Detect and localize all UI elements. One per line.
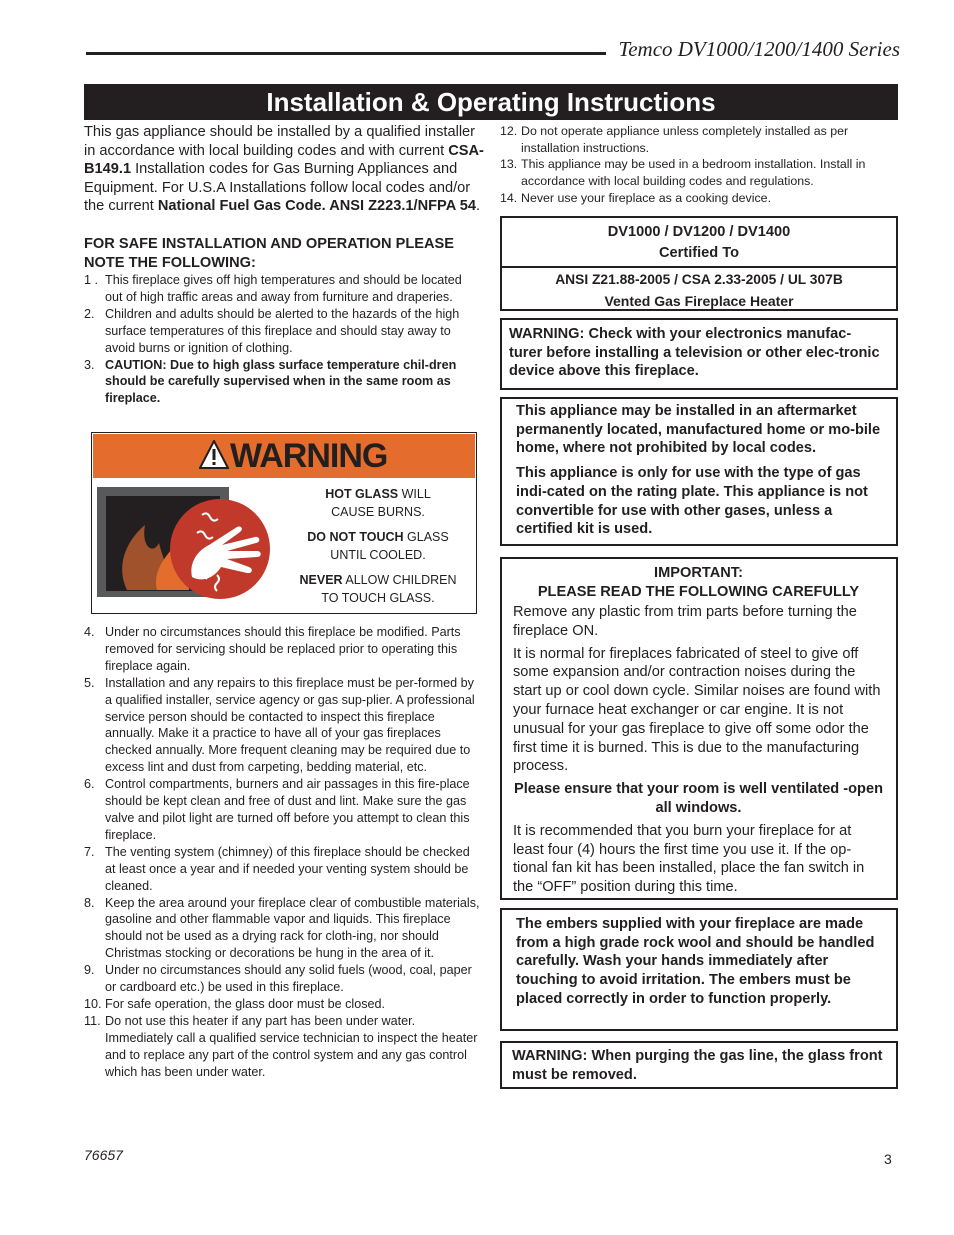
page-title: Installation & Operating Instructions [84, 84, 898, 120]
list-item [84, 996, 480, 1013]
warning-line2-rest: GLASS [403, 530, 449, 544]
list-item-number: 4. [84, 625, 95, 639]
list-item-number: 3. [84, 357, 95, 372]
list-item-text: This fireplace gives off high temperatures and should be located out of high traffic areas and away from furniture and draperies. [105, 273, 462, 304]
safety-heading: FOR SAFE INSTALLATION AND OPERATION PLEASE NOTE THE FOLLOWING: [84, 236, 454, 271]
list-item-number: 9. [84, 963, 95, 978]
hot-glass-hand-icon [97, 485, 277, 609]
list-item-number: 14. [500, 190, 518, 205]
embers-text: The embers supplied with your fireplace are made from a high grade rock wool and should be handled carefully. Wash your hands immediately after touching to avoid irritation. The embers must be placed correctly in order to function properly. [516, 916, 875, 1007]
list-item-number: 10. [84, 996, 102, 1011]
list-item-number: 8. [84, 895, 95, 910]
list-item [84, 357, 480, 408]
warning-hot-glass: HOT GLASS [325, 487, 399, 501]
page-number: 3 [884, 1151, 892, 1167]
list-item-number: 6. [84, 777, 95, 792]
tv-warning-box [500, 318, 898, 390]
important-plastic: Remove any plastic from trim parts before turning the fireplace ON. [513, 604, 857, 639]
important-box [500, 557, 898, 900]
series-title: Temco DV1000/1200/1400 Series [618, 37, 900, 61]
warning-triangle-icon [199, 440, 229, 470]
safety-list-a [84, 272, 480, 407]
list-item-text: Keep the area around your fireplace clear of combustible materials, gasoline and other flammable vapor and liquids. This fireplace should not be used as a drying rack for cloth-ing, nor should Christmas stocking or decorations be hung in the area of it. [105, 895, 480, 961]
important-ventilate: Please ensure that your room is well ventilated -open all windows. [514, 781, 883, 816]
list-item-text: This appliance may be used in a bedroom installation. Install in accordance with local building codes and regulations. [521, 157, 866, 189]
cert-type: Vented Gas Fireplace Heater [604, 293, 794, 309]
list-item-number: 12. [500, 124, 518, 138]
list-item-number: 5. [84, 675, 95, 690]
list-item [84, 962, 480, 996]
embers-box [500, 908, 898, 1031]
intro-text-3: . [476, 198, 481, 214]
important-heading: IMPORTANT: [654, 565, 743, 581]
purge-warning-box [500, 1041, 898, 1089]
warning-header [93, 434, 475, 478]
list-item [500, 190, 898, 207]
list-item-number: 2. [84, 306, 95, 321]
tv-warning-text: WARNING: Check with your electronics manufac-turer before installing a television or other elec-tronic device above this fireplace. [509, 326, 880, 380]
header-rule [86, 52, 606, 55]
list-item-number: 13. [500, 157, 518, 172]
warning-line1-rest: WILL [398, 487, 431, 501]
list-item-text: Installation and any repairs to this fireplace must be per-formed by a qualified installer, service agency or gas sup-plier. A professional service person should be contacted to inspect this fireplace annually. Make it a practice to have all of your gas fireplaces checked annually. More frequent cleaning may be required due to excess lint and dust from carpeting, bedding material, etc. [105, 675, 475, 775]
purge-warning-text: WARNING: When purging the gas line, the glass front must be removed. [512, 1048, 883, 1083]
warning-never: NEVER [299, 573, 343, 587]
warning-do-not-touch: DO NOT TOUCH [307, 530, 404, 544]
intro-code-2: National Fuel Gas Code. ANSI Z223.1/NFPA 54 [157, 198, 476, 214]
important-subheading: PLEASE READ THE FOLLOWING CAREFULLY [537, 583, 860, 600]
list-item-text: Children and adults should be alerted to the hazards of the high surface temperatures of this fireplace and should stay away to avoid burns or ignition of clothing. [105, 306, 460, 355]
intro-code-1: CSA-B149.1 [84, 142, 484, 177]
cert-certified-to: Certified To [659, 245, 739, 261]
list-item [84, 844, 480, 895]
list-item [84, 272, 480, 306]
warning-text [288, 486, 468, 615]
list-item [500, 156, 898, 189]
gas-type-text: This appliance is only for use with the type of gas indi-cated on the rating plate. This appliance is not convertible for use with other gases, unless a certified kit is used. [516, 465, 868, 538]
aftermarket-box [500, 397, 898, 546]
list-item [84, 624, 480, 675]
intro-text-1: This gas appliance should be installed by a qualified installer in accordance with local building codes and with current [84, 124, 476, 159]
list-item [84, 675, 480, 776]
warning-title: WARNING [230, 437, 388, 475]
list-item-number: 11. [84, 1013, 101, 1028]
list-item [84, 895, 480, 963]
intro-paragraph [84, 123, 484, 216]
list-item-text: Control compartments, burners and air passages in this fire-place should be kept clean and free of dust and lint. Make sure the gas valve and pilot light are turned off before you attempt to clean this fireplace. [105, 777, 470, 842]
intro-text-2: Installation codes for Gas Burning Appliances and Equipment. For U.S.A Installations follow local codes and/or the current [84, 161, 471, 214]
list-item-text: Do not operate appliance unless completely installed as per installation instructions. [521, 124, 849, 155]
list-item [84, 1013, 480, 1081]
list-item-number: 1 . [84, 273, 99, 287]
cert-models: DV1000 / DV1200 / DV1400 [607, 224, 791, 240]
document-number: 76657 [84, 1147, 123, 1163]
safety-list-b [84, 624, 480, 1080]
list-item-text: For safe operation, the glass door must be closed. [105, 996, 386, 1011]
important-burn-in: It is recommended that you burn your fireplace for at least four (4) hours the first time you use it. If the op-tional fan kit has been installed, place the fan switch in the “OFF” position during this time. [513, 822, 865, 896]
important-noises: It is normal for fireplaces fabricated of steel to give off some expansion and/or contraction noises during the start up or cool down cycle. Similar noises are found with your furnace heat exchanger or car engine. It is not unusual for your gas fireplace to give off some odor the first time it is burned. This is due to the manufacturing process. [513, 645, 881, 775]
warning-line1b: CAUSE BURNS. [331, 504, 425, 519]
list-item [84, 776, 480, 844]
list-item-text: Do not use this heater if any part has been under water. Immediately call a qualified service technician to inspect the heater and to replace any part of the control system and any gas control which has been under water. [105, 1013, 478, 1079]
list-item-text: CAUTION: Due to high glass surface temperature chil-dren should be carefully supervised when in the same room as fireplace. [105, 357, 457, 406]
list-item [500, 123, 898, 156]
certification-box [500, 216, 898, 311]
list-item-number: 7. [84, 844, 95, 859]
list-item [84, 306, 480, 357]
warning-label [91, 432, 477, 614]
list-item-text: Never use your fireplace as a cooking device. [521, 190, 772, 205]
warning-line3-rest: ALLOW CHILDREN [342, 573, 457, 587]
list-item-text: Under no circumstances should any solid fuels (wood, coal, paper or cardboard etc.) be used in this fireplace. [105, 963, 472, 995]
list-item-text: Under no circumstances should this fireplace be modified. Parts removed for servicing should be replaced prior to operating this fireplace again. [105, 625, 461, 673]
list-item-text: The venting system (chimney) of this fireplace should be checked at least once a year and if needed your venting system should be cleaned. [105, 844, 470, 893]
aftermarket-text: This appliance may be installed in an aftermarket permanently located, manufactured home or mo-bile home, where not prohibited by local codes. [516, 403, 881, 457]
cert-standard: ANSI Z21.88-2005 / CSA 2.33-2005 / UL 307B [555, 272, 843, 287]
safety-list-c [500, 123, 898, 207]
warning-line3b: TO TOUCH GLASS. [321, 590, 435, 605]
warning-line2b: UNTIL COOLED. [330, 547, 426, 562]
